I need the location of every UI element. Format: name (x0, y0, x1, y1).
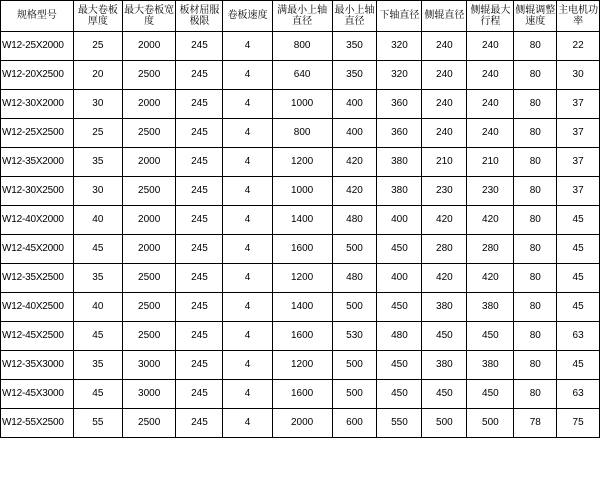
cell-lower-shaft-diameter: 360 (377, 90, 422, 119)
cell-side-roller-stroke: 230 (467, 177, 514, 206)
cell-model: W12-35X3000 (1, 351, 74, 380)
cell-max-thickness: 35 (73, 264, 122, 293)
cell-upper-shaft-diameter: 350 (332, 61, 377, 90)
cell-yield-limit: 245 (176, 61, 223, 90)
table-row (1, 322, 600, 351)
cell-side-roller-diameter: 450 (422, 322, 467, 351)
cell-max-thickness: 25 (73, 119, 122, 148)
table-row (1, 206, 600, 235)
column-header-rolling-speed: 卷板速度 (223, 1, 272, 32)
cell-upper-shaft-diameter: 480 (332, 264, 377, 293)
table-row (1, 293, 600, 322)
cell-side-roller-speed: 80 (514, 119, 557, 148)
cell-motor-power: 45 (557, 235, 600, 264)
cell-max-width: 2500 (122, 322, 175, 351)
column-header-motor-power: 主电机功率 (557, 1, 600, 32)
column-header-side-roller-stroke: 侧辊最大行程 (467, 1, 514, 32)
column-header-side-roller-speed: 侧辊调整速度 (514, 1, 557, 32)
cell-side-roller-speed: 80 (514, 322, 557, 351)
cell-upper-shaft-diameter: 600 (332, 409, 377, 438)
cell-model: W12-45X3000 (1, 380, 74, 409)
cell-side-roller-diameter: 230 (422, 177, 467, 206)
cell-motor-power: 45 (557, 206, 600, 235)
cell-motor-power: 22 (557, 32, 600, 61)
cell-side-roller-diameter: 380 (422, 351, 467, 380)
cell-min-diameter: 1400 (272, 206, 332, 235)
cell-upper-shaft-diameter: 500 (332, 293, 377, 322)
cell-motor-power: 37 (557, 148, 600, 177)
cell-min-diameter: 640 (272, 61, 332, 90)
cell-max-thickness: 25 (73, 32, 122, 61)
cell-model: W12-20X2500 (1, 61, 74, 90)
table-body (1, 32, 600, 438)
cell-yield-limit: 245 (176, 235, 223, 264)
column-header-upper-shaft-diameter: 最小上轴直径 (332, 1, 377, 32)
table-row (1, 32, 600, 61)
cell-max-width: 2500 (122, 293, 175, 322)
cell-max-thickness: 45 (73, 380, 122, 409)
cell-model: W12-30X2500 (1, 177, 74, 206)
cell-lower-shaft-diameter: 400 (377, 264, 422, 293)
cell-rolling-speed: 4 (223, 177, 272, 206)
cell-motor-power: 63 (557, 380, 600, 409)
cell-side-roller-stroke: 240 (467, 119, 514, 148)
cell-max-thickness: 55 (73, 409, 122, 438)
cell-min-diameter: 1200 (272, 351, 332, 380)
cell-rolling-speed: 4 (223, 264, 272, 293)
cell-side-roller-diameter: 380 (422, 293, 467, 322)
cell-upper-shaft-diameter: 400 (332, 119, 377, 148)
table-row (1, 264, 600, 293)
cell-side-roller-stroke: 240 (467, 32, 514, 61)
cell-motor-power: 75 (557, 409, 600, 438)
cell-side-roller-stroke: 240 (467, 61, 514, 90)
cell-side-roller-speed: 80 (514, 90, 557, 119)
cell-motor-power: 37 (557, 90, 600, 119)
table-row (1, 148, 600, 177)
cell-motor-power: 37 (557, 119, 600, 148)
cell-yield-limit: 245 (176, 351, 223, 380)
cell-min-diameter: 800 (272, 32, 332, 61)
cell-max-thickness: 40 (73, 206, 122, 235)
cell-rolling-speed: 4 (223, 380, 272, 409)
cell-yield-limit: 245 (176, 177, 223, 206)
cell-yield-limit: 245 (176, 32, 223, 61)
cell-side-roller-stroke: 420 (467, 206, 514, 235)
cell-model: W12-30X2000 (1, 90, 74, 119)
cell-upper-shaft-diameter: 500 (332, 351, 377, 380)
column-header-yield-limit: 板材屈服极限 (176, 1, 223, 32)
cell-side-roller-diameter: 240 (422, 32, 467, 61)
cell-lower-shaft-diameter: 400 (377, 206, 422, 235)
cell-model: W12-35X2000 (1, 148, 74, 177)
cell-side-roller-speed: 80 (514, 148, 557, 177)
column-header-lower-shaft-diameter: 下轴直径 (377, 1, 422, 32)
column-header-min-diameter: 满最小上轴直径 (272, 1, 332, 32)
cell-lower-shaft-diameter: 360 (377, 119, 422, 148)
cell-max-thickness: 45 (73, 322, 122, 351)
column-header-model: 规格型号 (1, 1, 74, 32)
cell-min-diameter: 1000 (272, 177, 332, 206)
cell-side-roller-diameter: 240 (422, 61, 467, 90)
cell-max-width: 2000 (122, 90, 175, 119)
cell-upper-shaft-diameter: 500 (332, 235, 377, 264)
cell-upper-shaft-diameter: 400 (332, 90, 377, 119)
table-row (1, 61, 600, 90)
cell-upper-shaft-diameter: 500 (332, 380, 377, 409)
cell-yield-limit: 245 (176, 293, 223, 322)
cell-max-width: 2000 (122, 235, 175, 264)
cell-upper-shaft-diameter: 480 (332, 206, 377, 235)
cell-side-roller-stroke: 500 (467, 409, 514, 438)
table-header (1, 1, 600, 32)
cell-side-roller-speed: 80 (514, 264, 557, 293)
table-row (1, 177, 600, 206)
cell-upper-shaft-diameter: 420 (332, 148, 377, 177)
cell-max-width: 2500 (122, 409, 175, 438)
cell-model: W12-25X2500 (1, 119, 74, 148)
cell-upper-shaft-diameter: 420 (332, 177, 377, 206)
cell-side-roller-diameter: 450 (422, 380, 467, 409)
cell-side-roller-speed: 78 (514, 409, 557, 438)
cell-rolling-speed: 4 (223, 119, 272, 148)
cell-lower-shaft-diameter: 380 (377, 177, 422, 206)
cell-motor-power: 45 (557, 293, 600, 322)
cell-motor-power: 30 (557, 61, 600, 90)
cell-upper-shaft-diameter: 350 (332, 32, 377, 61)
cell-min-diameter: 2000 (272, 409, 332, 438)
cell-side-roller-speed: 80 (514, 32, 557, 61)
cell-side-roller-speed: 80 (514, 61, 557, 90)
cell-lower-shaft-diameter: 320 (377, 32, 422, 61)
table-row (1, 235, 600, 264)
table-row (1, 351, 600, 380)
cell-side-roller-stroke: 450 (467, 322, 514, 351)
cell-yield-limit: 245 (176, 380, 223, 409)
cell-side-roller-speed: 80 (514, 351, 557, 380)
cell-max-thickness: 30 (73, 90, 122, 119)
cell-min-diameter: 1200 (272, 148, 332, 177)
cell-lower-shaft-diameter: 480 (377, 322, 422, 351)
cell-max-thickness: 30 (73, 177, 122, 206)
cell-side-roller-speed: 80 (514, 177, 557, 206)
cell-max-width: 2500 (122, 119, 175, 148)
cell-min-diameter: 1600 (272, 322, 332, 351)
cell-min-diameter: 1200 (272, 264, 332, 293)
cell-lower-shaft-diameter: 320 (377, 61, 422, 90)
cell-side-roller-diameter: 500 (422, 409, 467, 438)
cell-max-width: 2000 (122, 32, 175, 61)
cell-yield-limit: 245 (176, 409, 223, 438)
cell-side-roller-stroke: 240 (467, 90, 514, 119)
cell-side-roller-stroke: 420 (467, 264, 514, 293)
cell-max-thickness: 35 (73, 351, 122, 380)
cell-yield-limit: 245 (176, 264, 223, 293)
cell-max-width: 2000 (122, 206, 175, 235)
cell-model: W12-25X2000 (1, 32, 74, 61)
cell-lower-shaft-diameter: 450 (377, 380, 422, 409)
cell-side-roller-stroke: 280 (467, 235, 514, 264)
cell-rolling-speed: 4 (223, 32, 272, 61)
table-row (1, 90, 600, 119)
cell-motor-power: 63 (557, 322, 600, 351)
cell-side-roller-speed: 80 (514, 380, 557, 409)
cell-max-thickness: 40 (73, 293, 122, 322)
cell-side-roller-diameter: 420 (422, 264, 467, 293)
cell-motor-power: 45 (557, 264, 600, 293)
cell-min-diameter: 1000 (272, 90, 332, 119)
cell-motor-power: 37 (557, 177, 600, 206)
cell-side-roller-speed: 80 (514, 293, 557, 322)
cell-yield-limit: 245 (176, 148, 223, 177)
cell-rolling-speed: 4 (223, 148, 272, 177)
cell-rolling-speed: 4 (223, 90, 272, 119)
cell-side-roller-speed: 80 (514, 206, 557, 235)
cell-upper-shaft-diameter: 530 (332, 322, 377, 351)
cell-side-roller-stroke: 380 (467, 293, 514, 322)
cell-side-roller-diameter: 280 (422, 235, 467, 264)
cell-model: W12-35X2500 (1, 264, 74, 293)
table-header-row (1, 1, 600, 32)
cell-rolling-speed: 4 (223, 293, 272, 322)
cell-lower-shaft-diameter: 550 (377, 409, 422, 438)
cell-lower-shaft-diameter: 450 (377, 235, 422, 264)
cell-min-diameter: 1400 (272, 293, 332, 322)
cell-max-width: 2500 (122, 177, 175, 206)
cell-max-width: 2500 (122, 264, 175, 293)
cell-max-width: 3000 (122, 380, 175, 409)
table-row (1, 380, 600, 409)
cell-lower-shaft-diameter: 450 (377, 351, 422, 380)
cell-lower-shaft-diameter: 450 (377, 293, 422, 322)
cell-min-diameter: 800 (272, 119, 332, 148)
cell-side-roller-speed: 80 (514, 235, 557, 264)
cell-side-roller-diameter: 240 (422, 90, 467, 119)
cell-max-width: 2000 (122, 148, 175, 177)
cell-yield-limit: 245 (176, 119, 223, 148)
cell-max-width: 2500 (122, 61, 175, 90)
cell-max-thickness: 20 (73, 61, 122, 90)
column-header-max-width: 最大卷板宽度 (122, 1, 175, 32)
cell-motor-power: 45 (557, 351, 600, 380)
column-header-side-roller-diameter: 侧辊直径 (422, 1, 467, 32)
cell-side-roller-diameter: 210 (422, 148, 467, 177)
cell-lower-shaft-diameter: 380 (377, 148, 422, 177)
cell-yield-limit: 245 (176, 206, 223, 235)
cell-model: W12-40X2000 (1, 206, 74, 235)
cell-side-roller-stroke: 450 (467, 380, 514, 409)
cell-rolling-speed: 4 (223, 351, 272, 380)
cell-rolling-speed: 4 (223, 235, 272, 264)
cell-yield-limit: 245 (176, 90, 223, 119)
table-row (1, 409, 600, 438)
cell-model: W12-45X2500 (1, 322, 74, 351)
cell-side-roller-stroke: 380 (467, 351, 514, 380)
cell-rolling-speed: 4 (223, 61, 272, 90)
cell-yield-limit: 245 (176, 322, 223, 351)
cell-side-roller-stroke: 210 (467, 148, 514, 177)
cell-rolling-speed: 4 (223, 409, 272, 438)
column-header-max-thickness: 最大卷板厚度 (73, 1, 122, 32)
cell-min-diameter: 1600 (272, 235, 332, 264)
cell-side-roller-diameter: 240 (422, 119, 467, 148)
cell-model: W12-45X2000 (1, 235, 74, 264)
cell-model: W12-40X2500 (1, 293, 74, 322)
cell-rolling-speed: 4 (223, 322, 272, 351)
cell-rolling-speed: 4 (223, 206, 272, 235)
cell-model: W12-55X2500 (1, 409, 74, 438)
cell-side-roller-diameter: 420 (422, 206, 467, 235)
table-row (1, 119, 600, 148)
cell-max-thickness: 35 (73, 148, 122, 177)
cell-max-width: 3000 (122, 351, 175, 380)
cell-max-thickness: 45 (73, 235, 122, 264)
cell-min-diameter: 1600 (272, 380, 332, 409)
